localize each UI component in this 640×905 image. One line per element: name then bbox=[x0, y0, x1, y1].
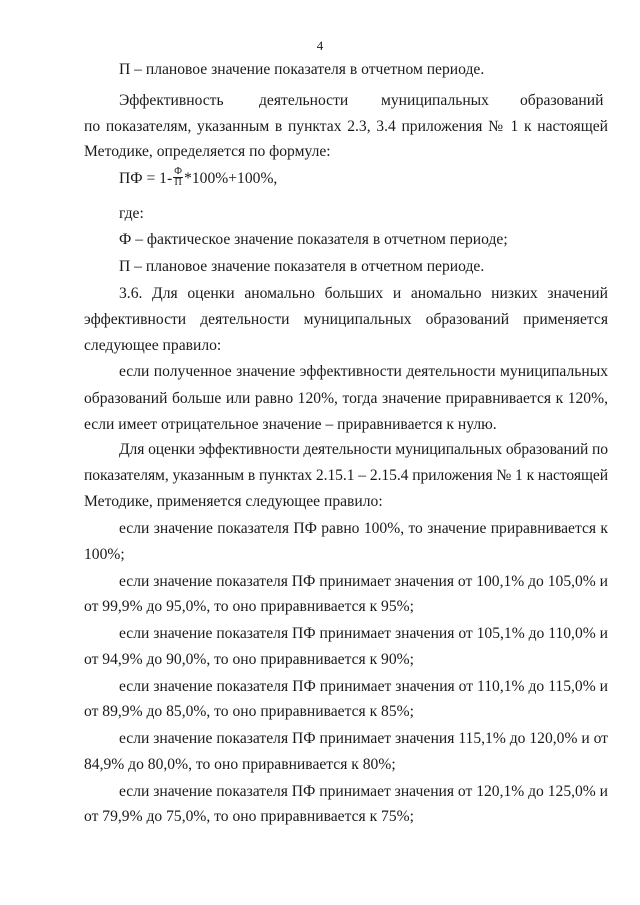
text-line: от 94,9% до 90,0%, то оно приравнивается к 90%; bbox=[84, 651, 414, 668]
text-line: 3.6. Для оценки аномально больших и аномально низких значений bbox=[119, 285, 608, 302]
text-line: П – плановое значение показателя в отчетном периоде. bbox=[119, 61, 485, 78]
text-word: деятельности bbox=[259, 92, 349, 109]
text-line: от 99,9% до 95,0%, то оно приравнивается к 95%; bbox=[84, 598, 414, 615]
text-word: муниципальных bbox=[381, 92, 489, 109]
text-line: если значение показателя ПФ принимает значения от 100,1% до 105,0% и bbox=[119, 573, 608, 590]
text-line: показателям, указанным в пунктах 2.15.1 – 2.15.4 приложения № 1 к настоящей bbox=[84, 467, 608, 484]
formula bbox=[119, 168, 277, 189]
text-word: Эффективность bbox=[119, 92, 224, 109]
text-line: если значение показателя ПФ равно 100%, то значение приравнивается к bbox=[119, 520, 608, 537]
text-line: П – плановое значение показателя в отчетном периоде. bbox=[119, 258, 485, 275]
text-line: если значение показателя ПФ принимает значения от 110,1% до 115,0% и bbox=[119, 678, 608, 695]
text-line: если полученное значение эффективности деятельности муниципальных bbox=[119, 363, 608, 380]
text-line: 100%; bbox=[84, 546, 125, 563]
text-line: Для оценки эффективности деятельности муниципальных образований по bbox=[119, 441, 608, 458]
text-line: по показателям, указанным в пунктах 2.3, 3.4 приложения № 1 к настоящей bbox=[84, 118, 608, 135]
text-line: от 89,9% до 85,0%, то оно приравнивается к 85%; bbox=[84, 703, 414, 720]
formula-fraction bbox=[173, 167, 183, 188]
text-word: образований bbox=[520, 92, 604, 109]
formula-rhs: *100%+100%, bbox=[184, 169, 278, 187]
text-line: следующее правило: bbox=[84, 337, 222, 354]
text-line: от 79,9% до 75,0%, то оно приравнивается к 75%; bbox=[84, 808, 414, 825]
text-line: если значение показателя ПФ принимает значения 115,1% до 120,0% и от bbox=[119, 730, 608, 747]
text-line: если имеет отрицательное значение – приравнивается к нулю. bbox=[84, 416, 497, 433]
text-line: если значение показателя ПФ принимает значения от 120,1% до 125,0% и bbox=[119, 783, 608, 800]
text-line: 84,9% до 80,0%, то оно приравнивается к 80%; bbox=[84, 756, 396, 773]
formula-lhs: ПФ = 1- bbox=[119, 169, 173, 187]
formula-numerator: Ф bbox=[174, 166, 183, 177]
page-number: 4 bbox=[316, 38, 324, 53]
text-line: эффективности деятельности муниципальных образований применяется bbox=[84, 311, 608, 328]
text-line: если значение показателя ПФ принимает значения от 105,1% до 110,0% и bbox=[119, 625, 608, 642]
text-line: образований больше или равно 120%, тогда значение приравнивается к 120%, bbox=[84, 390, 608, 407]
formula-denominator: П bbox=[174, 177, 182, 188]
text-line: Методике, определяется по формуле: bbox=[84, 143, 331, 160]
text-line: где: bbox=[119, 205, 144, 222]
text-line: Методике, применяется следующее правило: bbox=[84, 493, 383, 510]
text-line: Ф – фактическое значение показателя в отчетном периоде; bbox=[119, 231, 508, 248]
